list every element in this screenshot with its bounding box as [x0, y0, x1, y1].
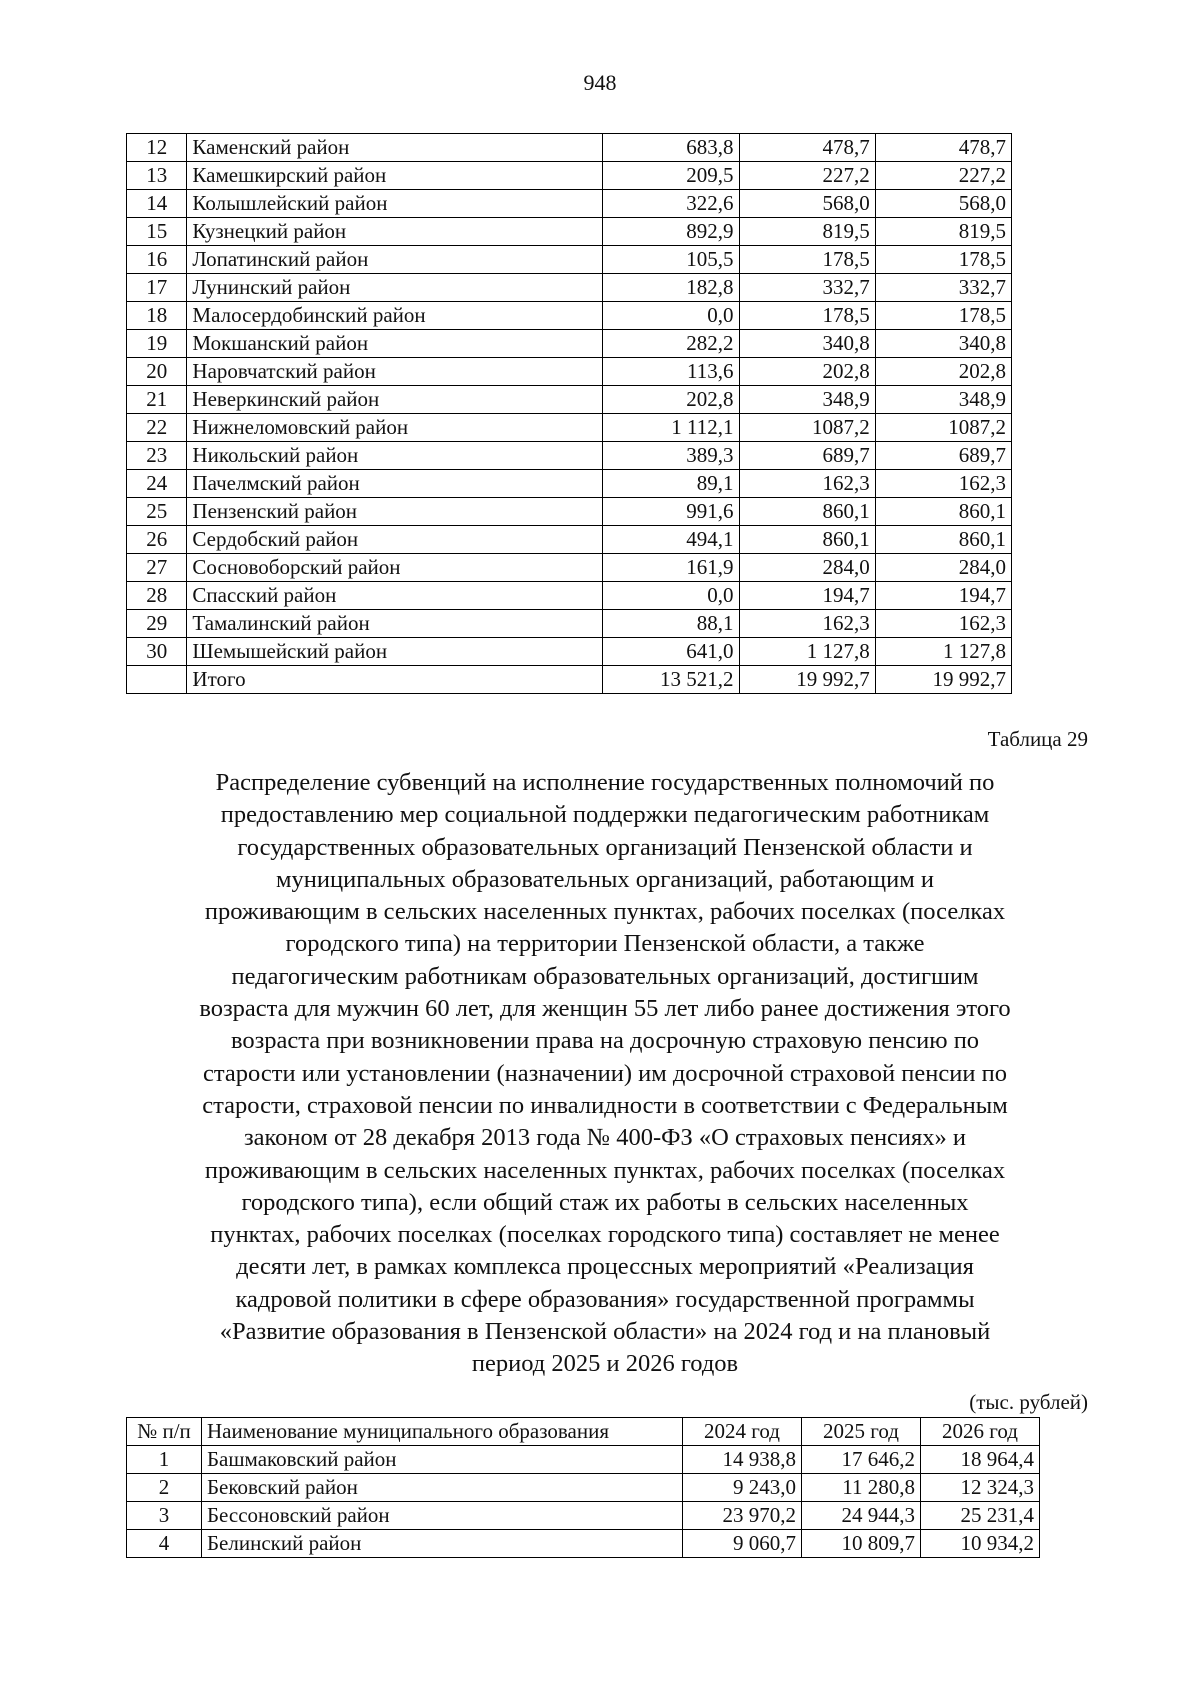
- value-2025: 17 646,2: [802, 1446, 921, 1474]
- value-2024: 9 060,7: [683, 1530, 802, 1558]
- value-col-1: 182,8: [603, 274, 739, 302]
- row-number: 23: [127, 442, 187, 470]
- value-col-1: 683,8: [603, 134, 739, 162]
- value-2026: 12 324,3: [921, 1474, 1040, 1502]
- value-col-1: 13 521,2: [603, 666, 739, 694]
- value-col-1: 1 112,1: [603, 414, 739, 442]
- value-col-2: 162,3: [739, 470, 875, 498]
- district-name: Наровчатский район: [187, 358, 603, 386]
- table-row: [127, 134, 1012, 162]
- district-name: Лунинский район: [187, 274, 603, 302]
- value-2025: 11 280,8: [802, 1474, 921, 1502]
- value-col-3: 1 127,8: [875, 638, 1011, 666]
- title-line: проживающим в сельских населенных пунктах, рабочих поселках (поселках: [204, 1156, 1006, 1184]
- title-line: Распределение субвенций на исполнение государственных полномочий по: [215, 769, 995, 796]
- title-line: законом от 28 декабря 2013 года № 400-ФЗ «О страховых пенсиях» и: [243, 1124, 967, 1152]
- district-name: Мокшанский район: [187, 330, 603, 358]
- value-col-2: 1087,2: [739, 414, 875, 442]
- title-line: проживающим в сельских населенных пунктах, рабочих поселках (поселках: [204, 898, 1006, 926]
- value-col-3: 340,8: [875, 330, 1011, 358]
- value-col-3: 162,3: [875, 470, 1011, 498]
- title-line: «Развитие образования в Пензенской области» на 2024 год и на плановый: [219, 1318, 991, 1346]
- district-name: Тамалинский район: [187, 610, 603, 638]
- district-name: Нижнеломовский район: [187, 414, 603, 442]
- district-name: Неверкинский район: [187, 386, 603, 414]
- district-name: Сердобский район: [187, 526, 603, 554]
- row-number: 13: [127, 162, 187, 190]
- column-header-2026: 2026 год: [921, 1418, 1040, 1446]
- table-row: [127, 218, 1012, 246]
- column-header-number: № п/п: [127, 1418, 202, 1446]
- table-row: [127, 442, 1012, 470]
- row-number: 19: [127, 330, 187, 358]
- value-2026: 25 231,4: [921, 1502, 1040, 1530]
- row-number: 27: [127, 554, 187, 582]
- subvention-distribution-table: [126, 1417, 1040, 1558]
- district-name: Бессоновский район: [202, 1502, 683, 1530]
- value-col-3: 178,5: [875, 302, 1011, 330]
- district-name: Пачелмский район: [187, 470, 603, 498]
- table-row: [127, 1530, 1040, 1558]
- title-line: муниципальных образовательных организаций, работающим и: [276, 865, 934, 893]
- page-number: 948: [583, 70, 617, 95]
- district-name: Бековский район: [202, 1474, 683, 1502]
- table-row: [127, 666, 1012, 694]
- district-name: Белинский район: [202, 1530, 683, 1558]
- title-line: педагогическим работникам образовательных организаций, достигшим: [231, 962, 979, 990]
- value-col-2: 568,0: [739, 190, 875, 218]
- column-header-2025: 2025 год: [802, 1418, 921, 1446]
- column-header-2024: 2024 год: [683, 1418, 802, 1446]
- value-col-1: 0,0: [603, 302, 739, 330]
- value-2026: 10 934,2: [921, 1530, 1040, 1558]
- row-number: 12: [127, 134, 187, 162]
- row-number: 4: [127, 1530, 202, 1558]
- district-name: Никольский район: [187, 442, 603, 470]
- table-row: [127, 554, 1012, 582]
- value-col-2: 178,5: [739, 246, 875, 274]
- table-row: [127, 246, 1012, 274]
- title-line: старости, страховой пенсии по инвалидности в соответствии с Федеральным: [202, 1091, 1008, 1119]
- value-col-3: 19 992,7: [875, 666, 1011, 694]
- district-name: Башмаковский район: [202, 1446, 683, 1474]
- table-row: [127, 358, 1012, 386]
- district-name: Шемышейский район: [187, 638, 603, 666]
- value-col-2: 1 127,8: [739, 638, 875, 666]
- value-2024: 14 938,8: [683, 1446, 802, 1474]
- table-row: [127, 1502, 1040, 1530]
- row-number: 30: [127, 638, 187, 666]
- table-row: [127, 190, 1012, 218]
- title-line: государственных образовательных организаций Пензенской области и: [237, 833, 973, 861]
- value-col-2: 162,3: [739, 610, 875, 638]
- value-col-1: 161,9: [603, 554, 739, 582]
- value-col-3: 860,1: [875, 526, 1011, 554]
- value-col-2: 202,8: [739, 358, 875, 386]
- row-number: 2: [127, 1474, 202, 1502]
- value-col-1: 105,5: [603, 246, 739, 274]
- value-col-2: 194,7: [739, 582, 875, 610]
- title-line: предоставлению мер социальной поддержки педагогическим работникам: [220, 801, 990, 829]
- value-col-3: 194,7: [875, 582, 1011, 610]
- table-row: [127, 526, 1012, 554]
- value-col-2: 178,5: [739, 302, 875, 330]
- value-2025: 10 809,7: [802, 1530, 921, 1558]
- value-2024: 23 970,2: [683, 1502, 802, 1530]
- value-2025: 24 944,3: [802, 1502, 921, 1530]
- row-number: [127, 666, 187, 694]
- value-col-1: 89,1: [603, 470, 739, 498]
- table-header-row: [127, 1418, 1040, 1446]
- row-number: 1: [127, 1446, 202, 1474]
- value-col-3: 478,7: [875, 134, 1011, 162]
- value-col-3: 284,0: [875, 554, 1011, 582]
- table-row: [127, 498, 1012, 526]
- value-col-3: 860,1: [875, 498, 1011, 526]
- row-number: 14: [127, 190, 187, 218]
- district-name: Спасский район: [187, 582, 603, 610]
- table-row: [127, 638, 1012, 666]
- value-col-3: 178,5: [875, 246, 1011, 274]
- value-col-3: 1087,2: [875, 414, 1011, 442]
- table-caption: Таблица 29: [987, 727, 1088, 751]
- row-number: 25: [127, 498, 187, 526]
- value-2024: 9 243,0: [683, 1474, 802, 1502]
- value-col-2: 227,2: [739, 162, 875, 190]
- value-col-3: 819,5: [875, 218, 1011, 246]
- value-col-2: 340,8: [739, 330, 875, 358]
- value-col-3: 202,8: [875, 358, 1011, 386]
- value-col-2: 284,0: [739, 554, 875, 582]
- district-allocation-table-continued: [126, 133, 1012, 694]
- row-number: 16: [127, 246, 187, 274]
- row-number: 28: [127, 582, 187, 610]
- row-number: 15: [127, 218, 187, 246]
- value-col-1: 282,2: [603, 330, 739, 358]
- value-2026: 18 964,4: [921, 1446, 1040, 1474]
- table-row: [127, 1446, 1040, 1474]
- value-col-1: 991,6: [603, 498, 739, 526]
- title-line: городского типа), если общий стаж их работы в сельских населенных: [241, 1188, 969, 1216]
- title-line: пунктах, рабочих поселках (поселках городского типа) составляет не менее: [210, 1221, 1000, 1249]
- value-col-1: 641,0: [603, 638, 739, 666]
- row-number: 20: [127, 358, 187, 386]
- value-col-2: 819,5: [739, 218, 875, 246]
- district-name: Итого: [187, 666, 603, 694]
- row-number: 26: [127, 526, 187, 554]
- district-name: Малосердобинский район: [187, 302, 603, 330]
- value-col-2: 478,7: [739, 134, 875, 162]
- row-number: 24: [127, 470, 187, 498]
- value-col-3: 332,7: [875, 274, 1011, 302]
- value-col-2: 860,1: [739, 498, 875, 526]
- title-line: кадровой политики в сфере образования» государственной программы: [235, 1285, 975, 1313]
- value-col-2: 860,1: [739, 526, 875, 554]
- value-col-1: 209,5: [603, 162, 739, 190]
- table-row: [127, 386, 1012, 414]
- value-col-1: 0,0: [603, 582, 739, 610]
- district-name: Пензенский район: [187, 498, 603, 526]
- value-col-1: 494,1: [603, 526, 739, 554]
- table-row: [127, 470, 1012, 498]
- district-name: Лопатинский район: [187, 246, 603, 274]
- value-col-2: 332,7: [739, 274, 875, 302]
- value-col-1: 113,6: [603, 358, 739, 386]
- district-name: Камешкирский район: [187, 162, 603, 190]
- row-number: 3: [127, 1502, 202, 1530]
- column-header-name: Наименование муниципального образования: [202, 1418, 683, 1446]
- title-line: возраста для мужчин 60 лет, для женщин 55 лет либо ранее достижения этого: [199, 995, 1011, 1023]
- row-number: 22: [127, 414, 187, 442]
- table-row: [127, 302, 1012, 330]
- row-number: 29: [127, 610, 187, 638]
- district-name: Колышлейский район: [187, 190, 603, 218]
- value-col-3: 348,9: [875, 386, 1011, 414]
- value-col-3: 568,0: [875, 190, 1011, 218]
- value-col-2: 19 992,7: [739, 666, 875, 694]
- value-col-3: 227,2: [875, 162, 1011, 190]
- table-row: [127, 582, 1012, 610]
- district-name: Сосновоборский район: [187, 554, 603, 582]
- value-col-1: 202,8: [603, 386, 739, 414]
- title-line: возраста при возникновении права на досрочную страховую пенсию по: [230, 1027, 980, 1055]
- row-number: 17: [127, 274, 187, 302]
- title-line: старости или установлении (назначении) им досрочной страховой пенсии по: [203, 1059, 1007, 1087]
- title-line: городского типа) на территории Пензенской области, а также: [285, 930, 925, 958]
- title-line: период 2025 и 2026 годов: [471, 1350, 739, 1378]
- value-col-1: 322,6: [603, 190, 739, 218]
- value-col-1: 88,1: [603, 610, 739, 638]
- value-col-1: 389,3: [603, 442, 739, 470]
- units-note: (тыс. рублей): [969, 1390, 1088, 1414]
- value-col-2: 348,9: [739, 386, 875, 414]
- district-name: Кузнецкий район: [187, 218, 603, 246]
- table-row: [127, 274, 1012, 302]
- value-col-3: 689,7: [875, 442, 1011, 470]
- value-col-2: 689,7: [739, 442, 875, 470]
- value-col-3: 162,3: [875, 610, 1011, 638]
- value-col-1: 892,9: [603, 218, 739, 246]
- title-line: десяти лет, в рамках комплекса процессных мероприятий «Реализация: [236, 1253, 974, 1281]
- table-row: [127, 330, 1012, 358]
- row-number: 18: [127, 302, 187, 330]
- district-name: Каменский район: [187, 134, 603, 162]
- table-row: [127, 414, 1012, 442]
- table-row: [127, 610, 1012, 638]
- table-row: [127, 1474, 1040, 1502]
- table-row: [127, 162, 1012, 190]
- document-title: [128, 767, 1082, 1381]
- row-number: 21: [127, 386, 187, 414]
